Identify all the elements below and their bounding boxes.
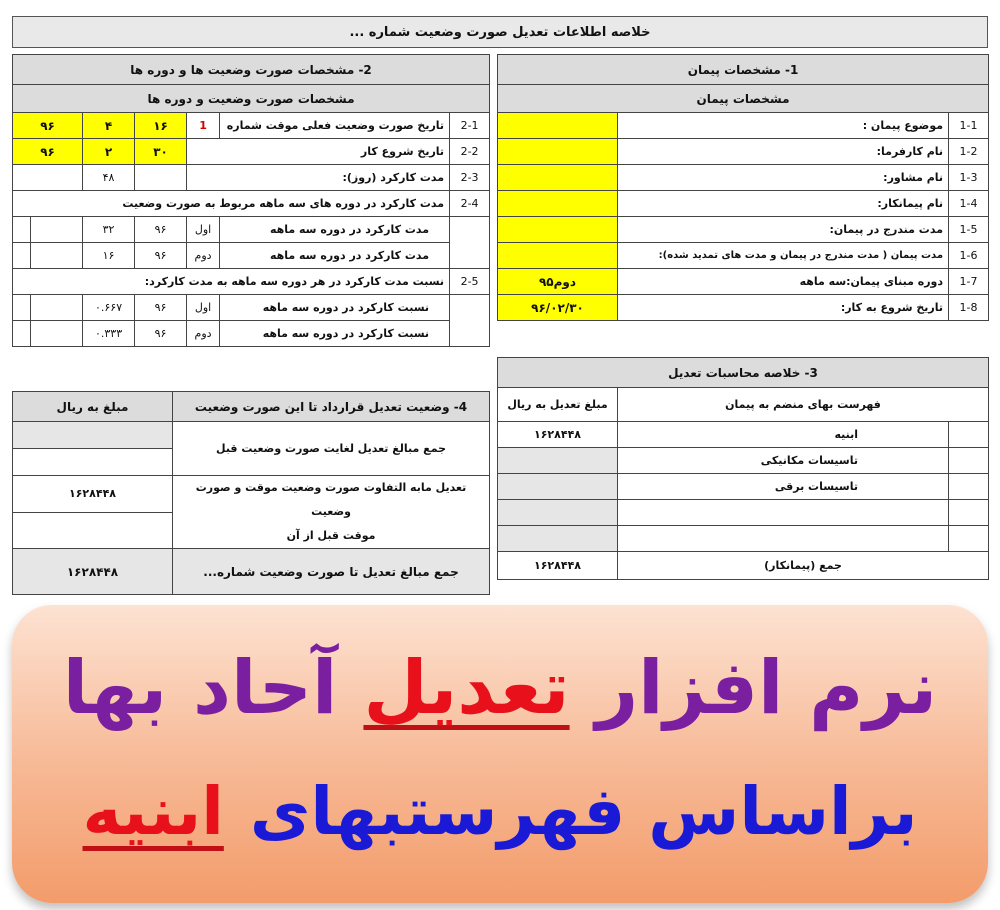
adjustment-summary-sheet: [8, 16, 992, 594]
banner-building-word: ابنیه: [82, 773, 224, 850]
value-cell[interactable]: [498, 113, 618, 139]
table-row: 1-4 نام پیمانکار:: [498, 191, 989, 217]
value-cell[interactable]: ۹۶/۰۲/۳۰: [498, 295, 618, 321]
col-price-list: فهرست بهای منضم به پیمان: [618, 388, 989, 422]
statement-number[interactable]: 1: [187, 113, 220, 139]
section-2-subheader: مشخصات صورت وضعیت و دوره ها: [13, 85, 490, 113]
col-adjustment-amount: مبلغ تعدیل به ریال: [498, 388, 618, 422]
table-row: جمع مبالغ تعدیل لغایت صورت وضعیت قبل: [13, 422, 490, 449]
table-row: 1-8 تاریخ شروع به کار: ۹۶/۰۲/۳۰: [498, 295, 989, 321]
section-3-adjustment-summary: [497, 357, 989, 580]
table-row: تاسیسات برقی: [498, 474, 989, 500]
section-2-statement-specs: [12, 54, 490, 347]
value-cell[interactable]: [498, 165, 618, 191]
table-row: تاسیسات مکانیکی: [498, 448, 989, 474]
table-row: نسبت کارکرد در دوره سه ماهه اول ۹۶ ۰.۶۶۷: [13, 295, 490, 321]
table-row: [13, 549, 490, 595]
value-cell[interactable]: دوم۹۵: [498, 269, 618, 295]
section-4-contract-adjustment-status: [12, 391, 490, 595]
table-row: 1-2 نام کارفرما:: [498, 139, 989, 165]
value-cell[interactable]: [498, 243, 618, 269]
value-cell[interactable]: [498, 139, 618, 165]
section-4-total-label: جمع مبالغ تعدیل تا صورت وضعیت شماره...: [173, 549, 490, 595]
table-row: 1-7 دوره مبنای پیمان:سه ماهه دوم۹۵: [498, 269, 989, 295]
table-row: 1-3 نام مشاور:: [498, 165, 989, 191]
day-cell[interactable]: ۳۰: [135, 139, 187, 165]
section-1-header: 1- مشخصات پیمان: [498, 55, 989, 85]
table-row: 1-6 مدت پیمان ( مدت مندرج در پیمان و مدت های تمدید شده):: [498, 243, 989, 269]
banner-line-1: [12, 645, 988, 731]
table-row: 2-4 مدت کارکرد در دوره های سه ماهه مربوط به صورت وضعیت: [13, 191, 490, 217]
work-days-value: ۴۸: [83, 165, 135, 191]
table-row: 1-5 مدت مندرج در پیمان:: [498, 217, 989, 243]
table-row: مدت کارکرد در دوره سه ماهه اول ۹۶ ۳۲: [13, 217, 490, 243]
section-2-header: 2- مشخصات صورت وضعیت ها و دوره ها: [13, 55, 490, 85]
banner-unit-price-word: آحاد بها: [62, 645, 338, 731]
sheet-title: خلاصه اطلاعات تعدیل صورت وضعیت شماره ...: [12, 16, 988, 48]
table-row: تعدیل مابه التفاوت صورت وضعیت موقت و صورت وضعیت موقت قبل از آن ۱۶۲۸۴۴۸: [13, 476, 490, 513]
banner-adjustment-word: تعدیل: [363, 645, 570, 731]
section-3-header: 3- خلاصه محاسبات تعدیل: [498, 358, 989, 388]
section-4-header: 4- وضعیت تعدیل قرارداد تا این صورت وضعیت: [173, 392, 490, 422]
value-cell[interactable]: [498, 217, 618, 243]
section-3-total-label: جمع (پیمانکار): [618, 552, 989, 580]
table-row: نسبت کارکرد در دوره سه ماهه دوم ۹۶ ۰.۳۳۳: [13, 321, 490, 347]
value-cell[interactable]: [498, 191, 618, 217]
table-row: 2-2 تاریخ شروع کار ۳۰ ۲ ۹۶: [13, 139, 490, 165]
table-row: [498, 552, 989, 580]
year-cell[interactable]: ۹۶: [13, 139, 83, 165]
section-1-contract-specs: [497, 54, 989, 321]
banner-based-on-words: براساس فهرستبهای: [249, 773, 918, 850]
banner-software-word: نرم افزار: [595, 645, 938, 731]
day-cell[interactable]: ۱۶: [135, 113, 187, 139]
table-row: 2-1 تاریخ صورت وضعیت فعلی موقت شماره 1 ۱۶ ۴ ۹۶: [13, 113, 490, 139]
table-row: 1-1 موضوع پیمان :: [498, 113, 989, 139]
section-1-subheader: مشخصات پیمان: [498, 85, 989, 113]
section-4-total-value: ۱۶۲۸۴۴۸: [13, 549, 173, 595]
month-cell[interactable]: ۴: [83, 113, 135, 139]
section-3-total-value: ۱۶۲۸۴۴۸: [498, 552, 618, 580]
table-row: ابنیه ۱۶۲۸۴۴۸: [498, 422, 989, 448]
table-row: 2-5 نسبت مدت کارکرد در هر دوره سه ماهه به مدت کارکرد:: [13, 269, 490, 295]
col-amount-rial: مبلغ به ریال: [13, 392, 173, 422]
table-row: [498, 526, 989, 552]
table-row: 2-3 مدت کارکرد (روز): ۴۸: [13, 165, 490, 191]
promo-banner: [12, 605, 988, 903]
table-row: [498, 500, 989, 526]
month-cell[interactable]: ۲: [83, 139, 135, 165]
table-row: مدت کارکرد در دوره سه ماهه دوم ۹۶ ۱۶: [13, 243, 490, 269]
year-cell[interactable]: ۹۶: [13, 113, 83, 139]
banner-line-2: [12, 773, 988, 850]
